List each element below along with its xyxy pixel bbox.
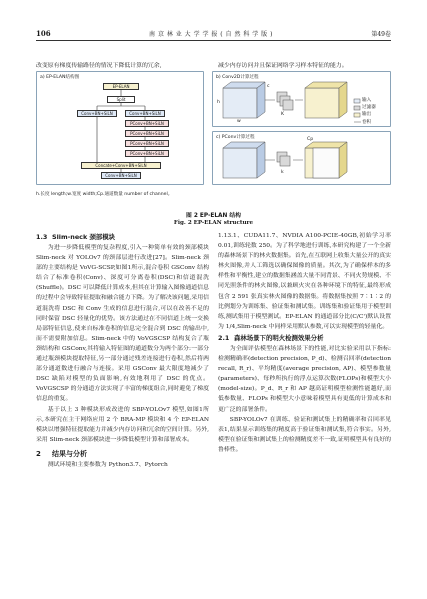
split-block: Split <box>107 96 135 103</box>
figure-note: h.长度 length;w.宽度 width;Cp.通道数量 number of channel。 <box>36 192 173 197</box>
paragraph: 为全面评估模型在森林场景下的性能,对比实验采用以下指标:检测精确率(detection precision, P_d)、检测召回率(detection recall, R_r)、平均精度(average precision, AP)、模型参数量(parameters)、每秒所执行的浮点运算次数(FLOPs)和模型大小(model-size)。P_d、R_r 和 AP 越高证明模型检测性能越好,而低参数量、FLOPs 和模型大小意味着模型具有更低的计算成本和更广泛的部署条件。 <box>218 345 391 413</box>
panel-c-pconv-process <box>212 131 391 185</box>
ep-elan-block: EP-ELAN <box>103 83 139 90</box>
section-title: 结果与分析 <box>52 449 87 458</box>
conv-bn-siln-left-1: Conv+BN+SiLN <box>77 110 117 117</box>
conv-bn-siln-right-1: Conv+BN+SiLN <box>125 110 165 117</box>
pconv-block-1: PConv+BN+SiLN <box>125 120 169 127</box>
section-number: 2.1 <box>218 333 230 342</box>
pconv-block-3: PConv+BN+SiLN <box>125 140 169 147</box>
section-heading-2-1 <box>218 332 391 344</box>
header-rule <box>36 40 391 41</box>
paragraph: 基于以上 3 种模块形成改进的 SBP-YOLOv7 模型,如图1所示,本研究在主干网络应用 2 个 BRA-MP 模块和 4 个 EP-ELAN 模块以增强特征提取能力并减少内存访问和冗余的空间计算。另外,采用 Slim-neck 颈部模块进一步降低模型计算和部署成本。 <box>36 406 209 443</box>
label-k-pconv: k <box>281 170 284 175</box>
intro-text-left: 改变原有梯度传输路径的情况下降低计算的冗余, <box>36 63 162 69</box>
paragraph: 为进一步降低模型的复杂程度,引入一种简单有效的颈部模块 Slim-neck 对 YOLOv7 的颈部层进行改进[27]。Slim-neck 颈部的主要结构是 VoVG-SCSP,如图1所示,混合卷积 GSConv 结构结合了标准卷积(Conv)、深度可分离卷积(DSC)和信道混洗(Shuffle)。DSC 可以降低计算成本,但其在计算输入图像通道信息的过程中会导致特征提取和融合能力下降。为了解决该问题,采用信道混洗将 DSC 和 Conv 生成的信息进行混合,可以在改善不足的同时保留 DSC 轻量化的优势。该方法通过在不同信道上统一交换局部特征信息,使来自标准卷积的信息完全混合到 DSC 的输出中,而不需要附加信息。Slim-neck 中的 VoVGSCSP 结构复合了瓶颈结构和 GSConv,其将输入特征图的通道数分为两个部分:一部分通过瓶颈模块提取特征,另一部分通过残差连接进行卷积,然后将两部分通道数进行融合与连接。采用 GSConv 最大限度地减少了 DSC 缺陷对模型的负面影响,有效地利用了 DSC 的优点。VoVGSCSP 的分通道方法实现了丰富的梯度组合,同时避免了梯度信息的重复。 <box>36 245 209 403</box>
concat-block: Concate+Conv+BN+SiLN <box>81 162 161 169</box>
label-cp: Cp <box>307 137 314 142</box>
legend-conv: 卷积 <box>362 120 372 125</box>
paragraph: SBP-YOLOv7 在训练、验证和测试集上的精确率和召回率见表1,结果显示训练集的精度高于验证集和测试集,符合事实。另外,模型在验证集和测试集上的检测精度差不一致,证明模型具有良好的鲁棒性。 <box>218 416 391 453</box>
panel-b-title: b) Conv2D计算过程 <box>216 75 259 80</box>
intro-text-right: 减少内存访问并且保证网络学习样本特征的能力。 <box>218 63 348 69</box>
figure-caption-en: Fig. 2 EP-ELAN structure <box>173 220 254 226</box>
paragraph: 1.13.1、CUDA11.7、NVDIA A100-PCIE-40GB,初始学习率 0.01,训练轮数 250。为了科学地进行训练,本研究构建了一个全新的森林场景下的林火数据集。首先,在互联网上收集大量公开的真实林火图像,并人工筛选以确保图像的质量。其次,为了确保样本的多样性和平衡性,建立的数据集涵盖大量不同背景、不同火势规模、不同光照条件的林火图像,以兼顾火灾在各种环境下的特征,最终形成包含 2 591 张真实林火图像的数据集。将数据集按照 7∶1∶2 的比例划分为训练集、验证集和测试集。训练集和验证集用于模型训练,测试集用于模型测试。EP-ELAN 的通道部分比(C/C')默认设置为 1/4,Slim-neck 中同样采用默认参数,可以实现模型的轻量化。 <box>218 233 391 330</box>
panel-a-ep-elan-structure <box>36 71 204 185</box>
section-number: 2 <box>36 449 41 458</box>
panel-a-title: a) EP-ELAN结构图 <box>40 75 80 80</box>
page-number: 106 <box>36 29 51 38</box>
label-w: w <box>237 119 241 124</box>
label-k: K <box>281 112 285 117</box>
paragraph: 测试环境和主要参数为 Python3.7、Pytorch <box>47 461 168 468</box>
section-number: 1.3 <box>36 233 48 241</box>
label-c: c <box>267 84 270 89</box>
legend-input: 输入 <box>362 98 372 103</box>
legend-output: 输出 <box>362 112 372 117</box>
section-title: Slim-neck 颈部模块 <box>52 233 116 241</box>
figure-ep-elan <box>36 71 391 219</box>
journal-title: 南 京 林 业 大 学 学 报 ( 自 然 科 学 版 ) <box>149 31 273 38</box>
pconv-block-4: PConv+BN+SiLN <box>125 150 169 157</box>
panel-c-title: c) PConv计算过程 <box>216 135 255 140</box>
section-heading-1-3 <box>36 231 209 243</box>
conv-bn-siln-final: Conv+BN+SiLN <box>101 172 141 179</box>
right-column <box>218 231 391 455</box>
pconv-block-2: PConv+BN+SiLN <box>125 130 169 137</box>
panel-c-diagram <box>213 132 392 186</box>
volume-label: 第49卷 <box>371 31 391 38</box>
label-h: h <box>217 100 220 105</box>
figure-caption-cn: 图 2 EP-ELAN 结构 <box>186 213 241 219</box>
section-heading-2 <box>36 448 209 460</box>
left-column <box>36 231 209 470</box>
panel-b-conv2d-process <box>212 71 391 127</box>
section-title: 森林场景下的明火检测效果分析 <box>234 333 324 342</box>
running-header <box>36 26 391 38</box>
legend-filter: 过滤器 <box>362 105 376 110</box>
